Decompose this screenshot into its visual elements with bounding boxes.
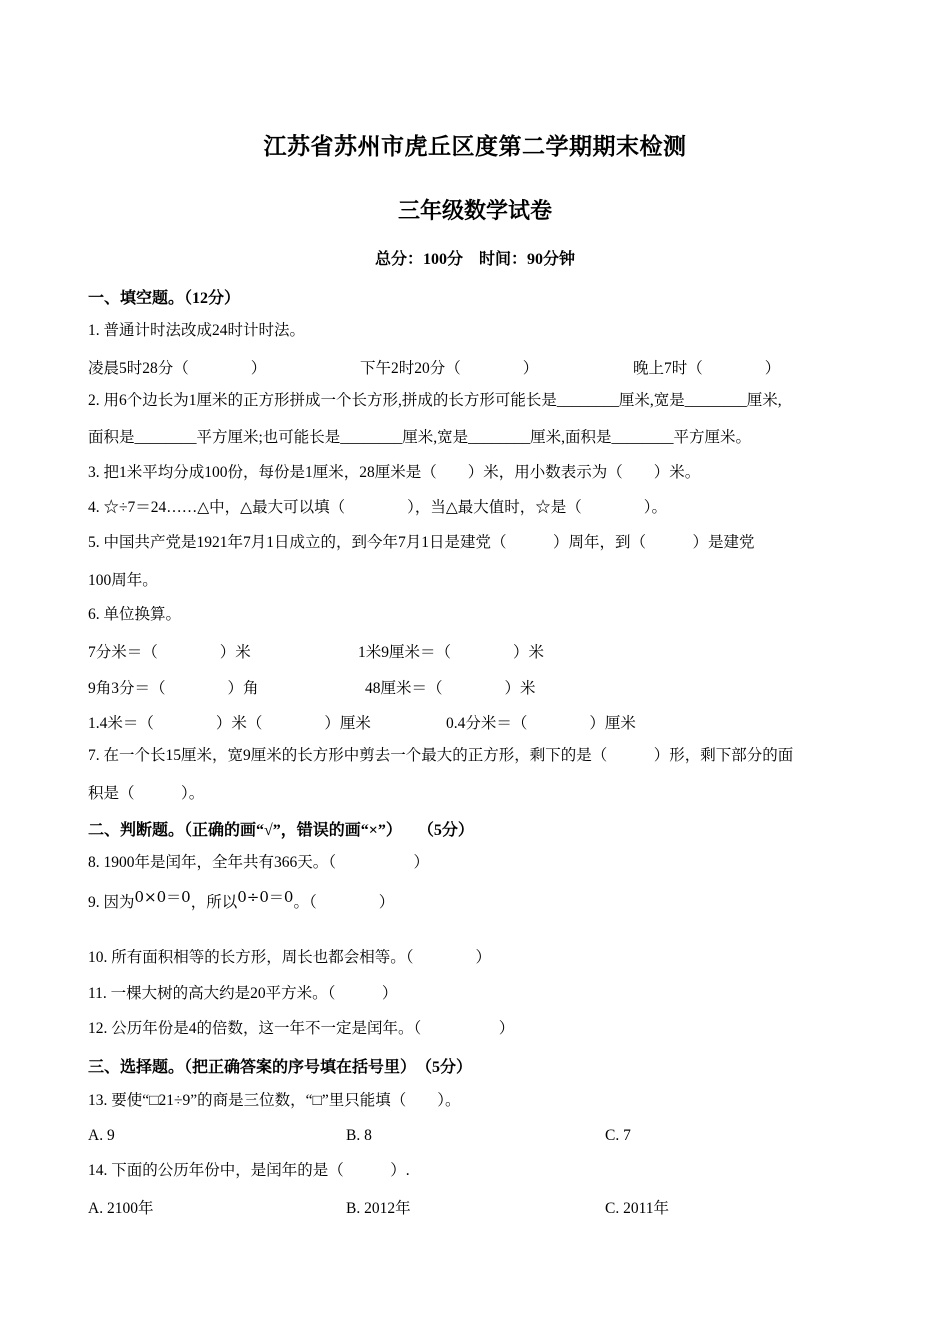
q9-formula2: 0÷0＝0 (237, 888, 294, 906)
q10: 10. 所有面积相等的长方形，周长也都会相等。（ ） (88, 949, 492, 966)
q6-r1a: 7分米＝（ ）米 (88, 644, 251, 661)
q2-line1: 2. 用6个边长为1厘米的正方形拼成一个长方形,拼成的长方形可能长是________厘米,宽是________厘米, (88, 392, 782, 409)
q13-stem: 13. 要使“□21÷9”的商是三位数，“□”里只能填（ ）。 (88, 1092, 461, 1109)
q6-r3b: 0.4分米＝（ ）厘米 (446, 715, 636, 732)
q14-option-c: C. 2011年 (605, 1200, 670, 1217)
q6-stem: 6. 单位换算。 (88, 606, 182, 623)
q14-option-a: A. 2100年 (88, 1200, 154, 1217)
q14-stem: 14. 下面的公历年份中，是闰年的是（ ）. (88, 1162, 410, 1179)
q9-pre: 9. 因为 (88, 894, 135, 911)
q5-line1: 5. 中国共产党是1921年7月1日成立的，到今年7月1日是建党（ ）周年，到（ ）是建党 (88, 534, 755, 551)
q12: 12. 公历年份是4的倍数，这一年不一定是闰年。（ ） (88, 1020, 515, 1037)
q9-mid: ，所以 (190, 894, 238, 911)
q14-option-b: B. 2012年 (346, 1200, 411, 1217)
section2-heading: 二、判断题。（正确的画“√”，错误的画“×”） （5分） (88, 822, 474, 839)
q2-line2: 面积是________平方厘米;也可能长是________厘米,宽是________厘米,面积是________平方厘米。 (88, 429, 752, 446)
q6-r1b: 1米9厘米＝（ ）米 (358, 644, 545, 661)
q3: 3. 把1米平均分成100份，每份是1厘米，28厘米是（ ）米，用小数表示为（ ）米。 (88, 464, 701, 481)
q7-line1: 7. 在一个长15厘米，宽9厘米的长方形中剪去一个最大的正方形，剩下的是（ ）形，剩下部分的面 (88, 747, 794, 764)
section1-heading: 一、填空题。（12分） (88, 290, 241, 307)
q11: 11. 一棵大树的高大约是20平方米。（ ） (88, 985, 398, 1002)
q9-formula1: 0×0＝0 (134, 888, 191, 906)
q6-r3a: 1.4米＝（ ）米（ ）厘米 (88, 715, 371, 732)
q9-post: 。（ ） (293, 894, 395, 911)
exam-subtitle: 三年级数学试卷 (397, 199, 552, 224)
section3-heading: 三、选择题。（把正确答案的序号填在括号里） （5分） (88, 1059, 473, 1076)
exam-info: 总分：100分 时间：90分钟 (374, 251, 575, 268)
q1-b: 下午2时20分（ ） (360, 360, 539, 377)
q4: 4. ☆÷7＝24……△中，△最大可以填（ ），当△最大值时，☆是（ ）。 (88, 499, 668, 516)
q6-r2b: 48厘米＝（ ）米 (365, 680, 536, 697)
q13-option-a: A. 9 (88, 1127, 115, 1144)
q5-line2: 100周年。 (88, 572, 158, 589)
q7-line2: 积是（ ）。 (88, 785, 205, 802)
exam-title: 江苏省苏州市虎丘区度第二学期期末检测 (263, 134, 687, 160)
q1-stem: 1. 普通计时法改成24时计时法。 (88, 322, 306, 339)
q8: 8. 1900年是闰年，全年共有366天。（ ） (88, 854, 430, 871)
q6-r2a: 9角3分＝（ ）角 (88, 680, 259, 697)
q1-a: 凌晨5时28分（ ） (88, 360, 267, 377)
q9 (88, 888, 395, 913)
q1-c: 晚上7时（ ） (633, 360, 781, 377)
q13-option-b: B. 8 (346, 1127, 372, 1144)
q13-option-c: C. 7 (605, 1127, 631, 1144)
